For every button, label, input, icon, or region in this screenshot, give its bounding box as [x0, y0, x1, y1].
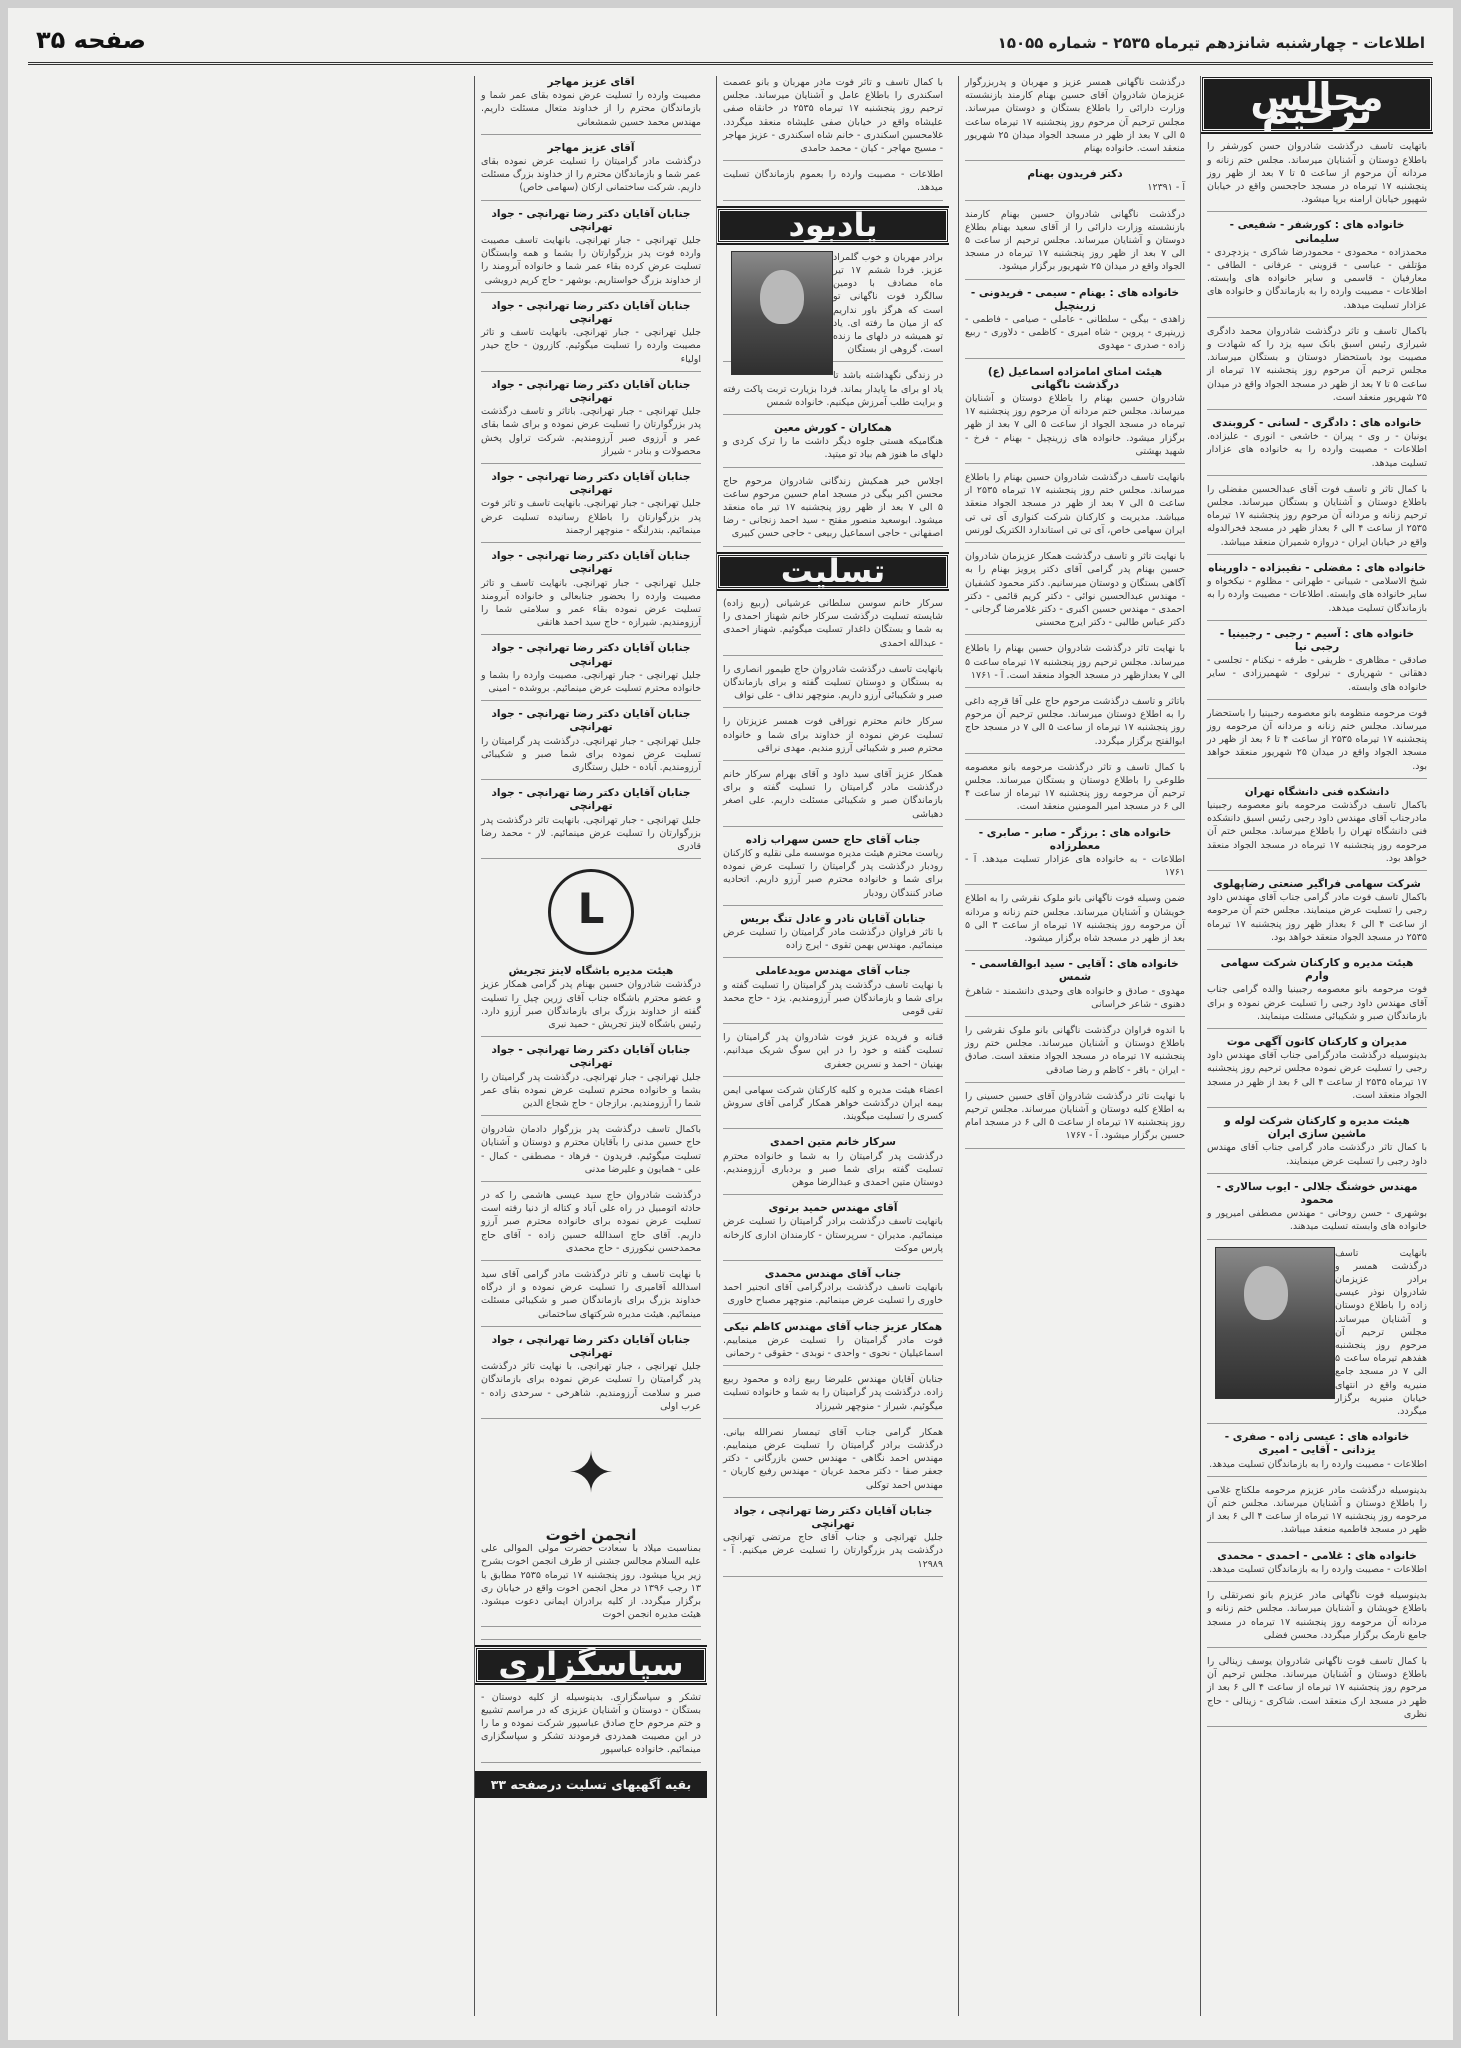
- notice-title: دانشکده فنی دانشگاه تهران: [1244, 785, 1390, 798]
- notice: [965, 168, 1185, 200]
- notice-text: با کمال تاسف فوت ناگهانی شادروان یوسف زینالی را باطلاع دوستان و آشنایان میرساند. مجلس ترحیم آن مرحوم روز پنجشنبه ۱۷ تیرماه از ساعت ۴ الی ۶ بعد از ظهر در مسجد ارک منعقد است. شاکری - زینالی - حاج نظری: [1207, 1655, 1427, 1720]
- notice-title: هیئت امنای امامزاده اسماعیل (ع) درگذشت ناگهانی: [987, 365, 1163, 391]
- notice: [481, 1268, 701, 1327]
- notice-title: مهندس خوشنگ جلالی - ایوب سالاری - محمود: [1216, 1180, 1418, 1207]
- notice: [481, 142, 701, 201]
- notice-text: سرکار خانم سوسن سلطانی عرشیانی (ربیع زاده) شایسته تسلیت درگذشت سرکار خانم شهناز احمدی را به شما و بستگان داغدار تسلیت میگوئیم. شهناز احمدی - عبدالله احمدی: [723, 597, 943, 649]
- notice-text: بانهایت تاسف درگذشت برادرگرامی آقای انجنیر احمد خاوری را تسلیت عرض مینمائیم. منوچهر مصباح خاوری: [723, 1282, 943, 1307]
- condolence-banner: تسلیت: [717, 554, 949, 589]
- notice-text: شیخ الاسلامی - شیبانی - طهرانی - مظلوم - نیکخواه و سایر خانواده های وابسته. اطلاعات - مصیبت وارده را به بازماندگان تسلیت میدهد.: [1207, 576, 1427, 614]
- notice-text: بانهایت تاسف درگذشت شادروان حسین بهنام را باطلاع میرساند. مجلس ختم روز پنجشنبه ۱۷ تیرماه ۲۵۳۵ از ساعت ۵ الی ۷ بعد از ظهر در مسجد الجواد منعقد میباشد. مدیریت و کارکنان شرکت کنواری آی تی تی ایران سهامی خاص، آی تی تی استاندارد الکتریک لورنس: [965, 472, 1185, 536]
- association-title: انجمن اخوت: [545, 1526, 637, 1545]
- notice-text: درگذشت ناگهانی شادروان حسین بهنام کارمند بازنشسته وزارت دارائی را از آقای سعید بهنام بطلاع دوستان و آشنایان میرساند. مجلس ترحیم از ساعت ۵ الی ۷ بعد از ظهر روز پنجشنبه ۱۷ تیرماه در مسجد الجواد واقع در میدان ۲۵ شهریور برگزار میشود.: [965, 208, 1185, 273]
- remembrance-banner: یادبود: [717, 208, 949, 243]
- notice-title: جناب آقای مهندس مویدعاملی: [755, 965, 911, 978]
- notice-text: هنگامیکه هستی جلوه دیگر داشت ما را ترک کردی و دلهای ما هنوز هم بیاد تو میتپد.: [723, 436, 943, 461]
- notice-title: همکاران - کورش معین: [774, 422, 892, 435]
- notice-text: بانهایت تاسف درگذشت شادروان حاج طیمور انصاری را به بستگان و دوستان تسلیت گفته و برای بازماندگان صبر و شکیبائی آرزو داریم. منوچهر نداف - علی نواف: [723, 663, 943, 702]
- notice: [965, 1090, 1185, 1149]
- notice-text: اطلاعات - مصیبت وارده را به بازماندگان تسلیت میدهد.: [1209, 1563, 1427, 1575]
- notice-title: خانواده های : آقایی - سید ابوالقاسمی - شمس: [971, 958, 1179, 984]
- notice-title: جنابان آقایان دکتر رضا تهرانچی - جواد تهرانچی: [491, 550, 691, 576]
- notice-title: هیئت مدیره باشگاه لاینز تجریش: [508, 965, 674, 978]
- notice-text: جلیل تهرانچی - جبار تهرانچی. درگذشت پدر گرامیتان را بشما و خانواده محترم تسلیت عرض نموده بقای عمر شما را آرزومندیم. برازجان - حاج شجاع الدین: [481, 1071, 701, 1109]
- notice-text: جلیل تهرانچی و جناب آقای حاج مرتضی تهرانچی درگذشت پدر بزرگوارتان را تسلیت عرض میکنیم. آ - ۱۲۹۸۹: [723, 1532, 943, 1570]
- notice-title: خانواده های : آسیم - رجبی - رجبینیا - رجبی نیا: [1219, 627, 1415, 653]
- notice-text: بانهایت تاسف درگذشت برادر گرامیتان را تسلیت عرض مینمائیم. مدیران - سرپرستان - کارمندان اداری کارخانه پارس موکت: [723, 1216, 943, 1254]
- notice-text: جلیل تهرانچی - جبار تهرانچی. مصیبت وارده را بشما و خانواده محترم تسلیت عرض مینمائیم. بروشده - امینی: [481, 669, 701, 694]
- notice-text: باکمال تاسف و تاثر درگذشت شادروان محمد دادگری شیرازی رئیس اسبق بانک سپه یزد را که شهادت و مصیبت بود باستحضار دوستان و بستگان میرساند. مجلس ترحیم آن مرحوم روز پنجشنبه ۱۷ تیرماه از ساعت ۵ تا ۷ بعد از ظهر در مسجد الجواد واقع در میدان ۲۵ شهریور منعقد است.: [1207, 325, 1427, 403]
- notice-title: جنابان آقایان دکتر رضا تهرانچی - جواد تهرانچی: [491, 207, 691, 233]
- notice-title: دکتر فریدون بهنام: [1027, 168, 1123, 181]
- notice-text: یونیان - ر وی - پیران - خاشعی - انوری - علیزاده. اطلاعات - مصیبت وارده را به خانواده های عزادار تسلیت میدهد.: [1207, 431, 1427, 469]
- notice-text: با کمال تاثر و تاسف فوت آقای عبدالحسین مفضلی را باطلاع دوستان و آشنایان و بستگان میرساند. مجلس ترحیم زنانه و مردانه آن مرحوم روز پنجشنبه ۱۷ تیرماه ۲۵۳۵ از ساعت ۴ الی ۶ بعداز ظهر در مسجد فخرالدوله واقع در خیابان ایران - دروازه شمیران منعقد میباشد.: [1207, 483, 1428, 548]
- notice-text: با اندوه فراوان درگذشت ناگهانی بانو ملوک نقرشی را باطلاع دوستان و آشنایان میرساند. مجلس ختم روز پنجشنبه ۱۷ تیرماه در مسجد الجواد منعقد است. صادق - ایران - باقر - کاظم و رضا صادقی: [965, 1024, 1186, 1076]
- notice-text: فوت مادر گرامیتان را تسلیت عرض مینماییم. اسماعیلیان - نحوی - واحدی - نوبدی - حقوقی - رحمانی: [723, 1334, 943, 1360]
- notice-title: جنابان آقایان دکتر رضا تهرانچی - جواد تهرانچی: [491, 642, 691, 668]
- continuation-note: بقیه آگهیهای تسلیت درصفحه ۳۳: [475, 1771, 707, 1798]
- notice: [481, 1691, 701, 1763]
- notice-text: باکمال تاسف درگذشت مرحومه بانو معصومه رجبینیا مادرجناب آقای مهندس داود رجبی رئیس اسبق دانشکده فنی دانشگاه تهران را باطلاع میرساند. مجلس ختم آن مرحومه روز پنجشنبه ۱۷ تیرماه در مسجد الجواد منعقد خواهد بود.: [1207, 799, 1427, 864]
- notice-text: جلیل تهرانچی - جبار تهرانچی. بانهایت تاسف مصیبت وارده فوت پدر بزرگوارتان را بشما و همه وابستگان تسلیت عرض کرده بقاء عمر شما و خانواده آبرومند را از خداوند بزرگ خواستاریم. بوشهر - حاج کریم درویشی: [481, 235, 701, 286]
- notice-text: جلیل تهرانچی - جبار تهرانچی. باتاثر و تاسف درگذشت پدر بزرگوارتان را تسلیت عرض نموده و برای شما بقای عمر و آرزوی صبر آرزومندیم. شرکت تراول پخش محصولات و بنادر - شیراز: [481, 406, 701, 457]
- gratitude-banner: سپاسگزاری: [475, 1647, 707, 1682]
- notice-title: جناب آقای حاج حسن سهراب زاده: [745, 833, 921, 846]
- notice: [1207, 140, 1427, 212]
- notice-title: خانواده های : برزگر - صابر - صابری - معطرزاده: [978, 826, 1172, 852]
- notice-text: جلیل تهرانچی - جبار تهرانچی. بانهایت تاسف و تاثر فوت پدر بزرگوارتان را باطلاع رسانیده تسلیت عرض مینمائیم. بندرلنگه - منوچهر ارجمند: [481, 498, 701, 536]
- column-mourning: [1200, 76, 1433, 2016]
- notice-title: آقای مهندس حمید برتوی: [768, 1202, 898, 1215]
- notice-title: جنابان آقایان دکتر رضا تهرانچی - جواد تهرانچی: [491, 378, 691, 405]
- notice-text: اطلاعات - مصیبت وارده را به بازماندگان تسلیت میدهد.: [1209, 1458, 1427, 1470]
- column-condolences: [474, 76, 707, 2016]
- notice-text: زاهدی - بیگی - سلطانی - عاملی - صیامی - فاطمی - زرینپری - پروین - شاه امیری - کاظمی - دلاوری - ربیع زاده - صدری - مهدوی: [965, 314, 1185, 352]
- condolence-notices: [717, 597, 949, 1577]
- notice-text: جلیل تهرانچی - جبار تهرانچی. بانهایت تاسف و تاثر مصیبت وارده را بحضور جنابعالی و خانواده آبرومند تسلیت عرض نموده بقاء عمر و سلامتی شما را آرزومندیم. شیرازه - حاج سید احمد هاتفی: [481, 577, 701, 629]
- notice-title: همکار عزیز جناب آقای مهندس کاظم نیکی: [723, 1320, 943, 1333]
- page-header: [28, 22, 1433, 65]
- association-text: [481, 1542, 701, 1627]
- notice-text: جلیل تهرانچی - جبار تهرانچی. درگذشت پدر گرامیتان را تسلیت عرض نموده برای شما صبر و شکیبائی آرزومندیم. آباده - خلیل رستگاری: [481, 735, 701, 773]
- notice-text: سرکار خانم محترم نوراقی فوت همسر عزیزتان را تسلیت عرض نموده از خداوند برای شما و خانواده محترم صبر و شکیبائی آرزو مندیم. مهدی نراقی: [723, 716, 943, 754]
- notice-text: اطلاعات - مصیبت وارده را بعموم بازماندگان تسلیت میدهد.: [723, 169, 943, 194]
- notice-title: جنابان آقایان دکتر رضا تهرانچی - جواد تهرانچی: [491, 1044, 691, 1070]
- notice-text: ریاست محترم هیئت مدیره موسسه ملی نقلیه و کارکنان رودبار درگذشت پدر گرامیتان را تسلیت عرض نموده برای شما و خانواده محترم صبر آرزو داریم. اتحادیه صادر کنندگان رودبار: [723, 847, 943, 899]
- notice: [723, 1136, 943, 1195]
- notice-text: آ - ۱۲۳۹۱: [1147, 182, 1185, 194]
- notice: [965, 1024, 1185, 1083]
- remembrance-block: [717, 251, 949, 547]
- notice: [723, 913, 943, 959]
- notice: [723, 1031, 943, 1077]
- notice-title: هیئت مدیره و کارکنان شرکت سهامی وارم: [1220, 956, 1414, 983]
- notice: [723, 475, 943, 547]
- notice: [723, 1084, 943, 1130]
- notice-title: جنابان آقایان دکتر رضا تهرانچی - جواد تهرانچی: [491, 787, 691, 813]
- notice-title: جنابان آقایان دکتر رضا تهرانچی ، جواد تهرانچی: [491, 1333, 691, 1360]
- notice-title: جنابان آقایان دکتر رضا تهرانچی - جواد تهرانچی: [491, 471, 691, 497]
- notice-text: همکار عزیز آقای سید داود و آقای بهرام سرکار خانم درگذشت مادر گرامیتان را تسلیت گفته و برای بازماندگان صبر و شکیبائی مسئلت داریم. علی اصغر دهباشی: [723, 768, 943, 820]
- notice-text: باکمال تاسف فوت مادر گرامی جناب آقای مهندس داود رجبی را تسلیت عرض مینمایند. مجلس ختم آن مرحومه از ساعت ۴ الی ۶ بعداز ظهر روز پنجشنبه ۱۷ تیرماه ۲۵۳۵ در مسجد الجواد منعقد خواهد بود.: [1207, 892, 1427, 943]
- notice: [965, 892, 1185, 951]
- notice-text: برادر مهربان و خوب گلمراد عزیز. فردا ششم ۱۷ تیر ماه مصادف با دومین سالگرد فوت ناگهانی تو است که هرگز باور نداریم که از میان ما رفته ای. یاد تو همیشه در دلهای ما زنده است. گروهی از بستگان: [833, 251, 943, 356]
- notice-text: با کمال تاثر درگذشت مادر گرامی جناب آقای مهندس داود رجبی را تسلیت عرض مینمایند.: [1207, 1142, 1427, 1167]
- page-number: صفحه ۳۵: [36, 26, 146, 54]
- notices-list-2: [959, 76, 1191, 1149]
- notice: [1207, 1036, 1427, 1108]
- notice-text: همکار گرامی جناب آقای تیمسار نصرالله بیانی. درگذشت برادر گرامیتان را تسلیت عرض مینماییم. مهندس احمد نگاهی - مهندس حسن بازرگانی - دکتر جعفر صفا - دکتر محمد عریان - مهندس رفیع کاریان - مهندس احمد توکلی: [723, 1426, 943, 1491]
- issue-line: اطلاعات - چهارشنبه شانزدهم تیرماه ۲۵۳۵ - شماره ۱۵۰۵۵: [997, 34, 1425, 52]
- notice-text: فوت مرحومه منظومه بانو معصومه رجبینیا را باستحضار میرساند. مجلس ختم زنانه و مردانه آن مرحومه روز پنجشنبه ۱۷ تیرماه ۲۵۳۵ از ساعت ۴ تا ۶ بعد از ظهر در مسجد الجواد واقع در میدان ۲۵ شهریور منعقد خواهد بود.: [1207, 707, 1427, 772]
- notice-text: درگذشت ناگهانی همسر عزیز و مهربان و پدربزرگوار عزیزمان شادروان آقای حسین بهنام کارمند بازنشسته وزارت دارائی را باطلاع بستگان و دوستان میرساند. مجلس ترحیم آن مرحوم روز پنجشنبه ۱۷ تیرماه ساعت ۵ الی ۷ بعد از ظهر در مسجد الجواد میدان ۲۵ شهریور منعقد است. خانواده بهنام: [965, 77, 1185, 155]
- notice-text: صادقی - مظاهری - ظریفی - طرفه - نیکنام - تجلسی - دهقانی - شهریاری - نیرلوی - شهمیرزادی - سایر خانواده های وابسته.: [1207, 655, 1427, 693]
- notice: [1207, 957, 1427, 1029]
- deceased-photo: [1215, 1247, 1335, 1399]
- notice: [723, 1321, 943, 1367]
- notice-title: جنابان آقایان دکتر رضا تهرانچی - جواد تهرانچی: [491, 299, 691, 326]
- notice: [481, 1189, 701, 1261]
- notice: [723, 1505, 943, 1577]
- notice: [723, 965, 943, 1024]
- notice-title: آقای عزیز مهاجر: [547, 76, 635, 88]
- notice-text: فوت مرحومه بانو معصومه رجبینیا والده گرامی جناب آقای مهندس داود رجبی را تسلیت عرض نموده و برای بازماندگان صبر و شکیبائی مسئلت مینمایند.: [1207, 984, 1427, 1022]
- notices-head-3: [723, 76, 943, 201]
- notice-title: شرکت سهامی فراگیر صنعتی رضاپهلوی: [1213, 877, 1421, 890]
- notice: [1207, 483, 1427, 555]
- notice: [723, 1373, 943, 1419]
- notice: [1207, 628, 1427, 700]
- notice: [481, 642, 701, 701]
- notice: [723, 369, 943, 415]
- notice: [723, 422, 943, 468]
- notice: [481, 1334, 701, 1419]
- notice: [723, 1426, 943, 1498]
- notice-text: در زندگی نگهداشته باشد تا یاد او برای ما پایدار بماند. فردا بزیارت تربت پاکت رفته و برایت طلب آمرزش میکنیم. خانواده شمس: [723, 370, 943, 408]
- association-emblem-icon: ✦: [567, 1441, 615, 1507]
- notice: [1207, 325, 1427, 410]
- notice-text: محمدزاده - محمودی - محمودرضا شاکری - یزدچردی - مؤتلفی - عباسی - قزوینی - عرفانی - الطافی - معارفیان - قاسمی و سایر خانواده های وابسته. اطلاعات - مصیبت وارده را به بازماندگان و خانواده های عزادار تسلیت میدهد.: [1207, 246, 1427, 311]
- notice-title: خانواده های : بهنام - سیمی - فریدونی - زرینچیل: [970, 286, 1180, 312]
- notice-title: مدیران و کارکنان کانون آگهی موت: [1226, 1035, 1408, 1048]
- notice: [723, 76, 943, 161]
- notice-title: آقای عزیز مهاجر: [547, 141, 635, 154]
- notice-text: جلیل تهرانچی - جبار تهرانچی. بانهایت تاسف و تاثر مصیبت وارده را تسلیت میگوئیم. کازرون - حاج حیدر اولیاء: [481, 327, 701, 365]
- notice: [1207, 1550, 1427, 1582]
- notice-text: باتهایت تاسف درگذشت شادروان حسن کورشفر را باطلاع دوستان و آشنایان میرساند. مجلس ختم زنانه و مردانه آن مرحوم از ساعت ۵ تا ۷ بعد از ظهر روز پنجشنبه ۱۷ تیرماه در مسجد حاجحسن واقع در خیابان شهپور خیابان ارامنه برپا میشود.: [1207, 141, 1428, 206]
- lions-club-logo: L: [548, 869, 634, 955]
- notice-text: درگذشت شادروان حاج سید عیسی هاشمی را که در حادثه اتومبیل در راه علی آباد و کتاله از دنیا رفته است تسلیت عرض نموده برای خانواده محترم صبر آرزو داریم. آقای حاج اسدالله حسین زاده - آقای حاج محمدحسن نیکورزی - حاج محمدی: [481, 1190, 701, 1254]
- notice: [723, 715, 943, 761]
- notice-text: با نهایت تاسف درگذشت پدر گرامیتان را تسلیت گفته و برای شما و بازماندگان صبر آرزومندیم. یزد - حاج محمد تقی قومی: [723, 979, 943, 1017]
- notice: [1207, 562, 1427, 621]
- notice-title: خانواده های : مفضلی - نقیبزاده - داورپناه: [1208, 561, 1426, 574]
- notice: [481, 550, 701, 635]
- notice: [481, 1044, 701, 1116]
- notice-title: خانواده های : عیسی زاده - صفری - یزدانی - آقایی - امیری: [1224, 1431, 1410, 1457]
- notice-text: مهدوی - صادق و خانواده های وحیدی دانشمند - شاهرخ دهنوی - شاعر خراسانی: [965, 985, 1185, 1010]
- notice-text: با نهایت تاثر درگذشت شادروان آقای حسین حسینی را به اطلاع کلیه دوستان و آشنایان میرساند. مجلس ترحیم روز پنجشنبه ۱۷ تیرماه از ساعت ۵ الی ۶ در مسجد امام حسین برگزار میشود. آ - ۱۷۶۷: [965, 1090, 1185, 1142]
- notice-text: باکمال تاسف درگذشت پدر بزرگوار دادمان شادروان حاج حسین مدنی را بآقایان محترم و دوستان و آشنایان تسلیت میگوئیم. فریدون - فرهاد - مصطفی - کمال - علی - همایون و علیرضا مدنی: [481, 1124, 701, 1175]
- notice-text: جنابان آقایان مهندس علیرضا ربیع زاده و محمود ربیع زاده. درگذشت پدر گرامیتان را به شما و خانواده تسلیت میگوئیم. شیراز - منوچهر شیرزاد: [723, 1374, 943, 1412]
- notice: [965, 642, 1185, 688]
- notice: [1207, 1115, 1427, 1174]
- notice-text: بانهایت تاسف درگذشت همسر و برادر عزیزمان شادروان نوذر عیسی زاده را باطلاع دوستان و آشنایان میرساند. مجلس ترحیم آن مرحوم روز پنجشنبه هفدهم تیرماه ساعت ۵ الی ۷ در مسجد جامع منیریه واقع در انتهای خیابان منیریه برگزار میگردد.: [1335, 1247, 1427, 1418]
- notice: [1207, 1655, 1427, 1727]
- top-notice: [717, 76, 949, 201]
- notice: [965, 827, 1185, 886]
- notice: [965, 958, 1185, 1017]
- notice-text: جلیل تهرانچی ، جبار تهرانچی. با نهایت تاثر درگذشت پدر گرامیتان را تسلیت عرض نموده برای بازماندگان صبر و سلامت آرزومندیم. شاهرخی - سرحدی زاده - عرب اولی: [481, 1361, 701, 1412]
- notice: [723, 768, 943, 827]
- notice-text: با نهایت تاسف و تاثر درگذشت مادر گرامی آقای سید اسدالله آقامیری را تسلیت عرض نموده و از درگاه خداوند بزرگ برای بازماندگان صبر و شکیبائی مسئلت مینمائیم. هیئت مدیره شرکتهای ساختمانی: [481, 1269, 701, 1320]
- association-section: [475, 1526, 707, 1640]
- notice-text: درگذشت مادر گرامیتان را تسلیت عرض نموده بقای عمر شما و بازماندگان محترم را از خداوند بزرگ مسئلت داریم. شرکت ساختمانی ارکان (سهامی خاص): [481, 156, 701, 194]
- notice: [481, 708, 701, 780]
- notice-text: با تاثر فراوان درگذشت مادر گرامیتان را تسلیت عرض مینمائیم. مهندس بهمن تقوی - ایرج زاده: [723, 926, 943, 952]
- notice: [481, 1123, 701, 1182]
- notice: [723, 834, 943, 906]
- notice-title: خانواده های : کورشفر - شفیعی - سلیمانی: [1229, 219, 1405, 245]
- notice: [723, 168, 943, 200]
- notice: [481, 471, 701, 543]
- notice: [1207, 219, 1427, 317]
- notice-text: با نهایت تاثر و تاسف درگذشت همکار عزیزمان شادروان حسین بهنام پدر گرامی آقای دکتر پرویز بهنام را به آگاهی بستگان و دوستان میرسانیم. دکتر محمود کشفیان - مهندس عبدالحسین نوائی - دکتر کریم قائمی - دکتر احمدی - مهندس حسین اکبری - دکتر غلامرضا گرجانی - دکتر عباس طالبی - دکتر ایرج محسنی: [965, 551, 1185, 629]
- notice-text: قنانه و فریده عزیز فوت شادروان پدر گرامیتان را تسلیت گفته و خود را در این سوگ شریک میدانیم. بهنیان - احمد و نسرین جعفری: [723, 1032, 943, 1070]
- notice: [1207, 707, 1427, 779]
- notice: [481, 787, 701, 859]
- notice-text: شادروان حسین بهنام را باطلاع دوستان و آشنایان میرساند. مجلس ختم مردانه آن مرحوم روز پنجشنبه ۱۷ تیرماه در مسجد الجواد از ساعت ۵ الی ۷ بعد از ظهر برگزار میشود. خانواده های زرینچیل - بهنام - فرخ - شهید بهشتی: [965, 393, 1185, 457]
- notice-text: درگذشت شادروان حسین بهنام پدر گرامی همکار عزیز و عضو محترم باشگاه جناب آقای زرین چیل را تسلیت گفته از خداوند بزرگ برای بازماندگان صبر آرزو دارد. رئیس باشگاه لاینز تجریش - حمید نیری: [481, 979, 701, 1030]
- column-remembrance: [716, 76, 949, 2016]
- notice: [965, 208, 1185, 280]
- notice-title: جنابان آقایان نادر و عادل تنگ بریس: [740, 912, 926, 925]
- notice: [1207, 1181, 1427, 1240]
- notice: [723, 597, 943, 656]
- notice-text: بدینوسیله درگذشت مادرگرامی جناب آقای مهندس داود رجبی را تسلیت عرض نموده مجلس ترحیم روز پنجشنبه ۱۷ تیرماه ۲۵۳۵ از ساعت ۴ الی ۶ بعد از ظهر در مسجد الجواد منعقد است.: [1207, 1050, 1427, 1101]
- newspaper-page: [8, 8, 1453, 2040]
- notice: [965, 761, 1185, 820]
- notice: [965, 695, 1185, 754]
- mourning-banner: مجالس ترحیم: [1201, 76, 1433, 132]
- notice: [1207, 786, 1427, 871]
- notice-title: خانواده های : دادگری - لسانی - کروبندی: [1212, 417, 1422, 430]
- notice-text: با کمال تاسف و تاثر درگذشت مرحومه بانو معصومه طلوعی را باطلاع دوستان و بستگان میرساند. مجلس ترحیم آن مرحومه روز پنجشنبه ۱۷ تیرماه از ساعت ۴ الی ۶ در مسجد امیر المومنین منعقد است.: [965, 761, 1185, 813]
- notice: [481, 76, 701, 135]
- notice: [481, 1542, 701, 1627]
- condolence-list-a: [475, 76, 707, 859]
- gratitude-text: [475, 1691, 707, 1763]
- notice-title: سرکار خانم متین احمدی: [769, 1136, 897, 1149]
- notice-text: اجلاس خیر همکیش زندگانی شادروان مرحوم حاج محسن اکبر بیگی در مسجد امام حسین مرحوم ساعت ۵ الی ۷ بعد از ظهر روز پنجشنبه ۱۷ تیر ماه منعقد میشود. ابوسعید منصور مفتح - سید احمد زنجانی - رضا اصفهانی - حاجی اسماعیل ربیعی - حاجی حسن کبیری: [723, 475, 943, 540]
- notice: [481, 379, 701, 464]
- notice: [1207, 1589, 1427, 1648]
- notice: [965, 471, 1185, 543]
- notice-text: ضمن وسیله فوت ناگهانی بانو ملوک نقرشی را به اطلاع خویشان و آشنایان میرساند. مجلس ختم زنانه و مردانه آن مرحومه روز پنجشنبه ۱۷ تیرماه از ساعت ۳ الی ۵ بعد از ظهر در مسجد شاه برگزار میشود.: [965, 893, 1185, 944]
- notice-title: هیئت مدیره و کارکنان شرکت لوله و ماشین سازی ایران: [1224, 1115, 1410, 1141]
- remembrance-photo: [731, 251, 833, 375]
- notice: [1207, 1484, 1427, 1543]
- notice: [965, 287, 1185, 359]
- notice-title: جنابان آقایان دکتر رضا تهرانچی - جواد تهرانچی: [491, 708, 691, 734]
- notice: [1207, 878, 1427, 950]
- notice-text: اعضاء هیئت مدیره و کلیه کارکنان شرکت سهامی ایمن بیمه ایران درگذشت خواهر همکار گرامی آقای سروش کسری را تسلیت میگویند.: [723, 1084, 943, 1123]
- notice-text: بدینوسیله فوت ناگهانی مادر عزیزم بانو نصرتقلی را باطلاع خویشان و آشنایان میرساند. مجلس ختم زنانه و مردانه آن مرحومه روز پنجشنبه ۱۷ تیرماه در مسجد جامع نارمک برگزار میگردد. محسن فضلی: [1207, 1590, 1427, 1641]
- notice: [1207, 1431, 1427, 1477]
- notice: [481, 300, 701, 372]
- photo-notice: [1201, 1247, 1433, 1727]
- notice-text: با کمال تاسف و تاثر فوت مادر مهربان و بانو عصمت اسکندری را باطلاع عامل و آشنایان میرساند. مجلس ترحیم روز پنجشنبه ۱۷ تیرماه ۲۵۳۵ در خانقاه صفی علیشاه واقع در خیابان صفی علیشاه منعقد میگردد. غلامحسین اسکندری - خانم شاه اسکندری - عزیز مهاجر - مسیح مهاجر - کیان - محمد حامدی: [723, 77, 943, 155]
- notice-text: تشکر و سپاسگزاری. بدینوسیله از کلیه دوستان - بستگان - دوستان و آشنایان عزیزی که در مراسم تشییع و ختم مرحوم حاج صادق عباسپور شرکت نموده و ما را در این مصیبت همدردی فرمودند تشکر و سپاسگزاری مینمائیم. خانواده عباسپور: [481, 1691, 701, 1756]
- column-notices-2: [958, 76, 1191, 2016]
- notice: [1207, 417, 1427, 476]
- notice-title: جناب آقای مهندس محمدی: [764, 1268, 902, 1281]
- notice-text: مصیبت وارده را تسلیت عرض نموده بقای عمر شما و بازماندگان محترم را از خداوند متعال مسئلت داریم. مهندس محمد حسین شمشعانی: [481, 90, 701, 128]
- notice-text: بوشهری - حسن روحانی - مهندس مصطفی امیرپور و خانواده های وابسته تسلیت میدهند.: [1207, 1208, 1427, 1233]
- notice: [965, 76, 1185, 161]
- notice-text: با نهایت تاثر درگذشت شادروان حسین بهنام را باطلاع میرساند. مجلس ترحیم روز پنجشنبه ۱۷ تیرماه ساعت ۵ الی ۷ بعدازظهر در مسجد الجواد منعقد است. آ - ۱۷۶۱: [965, 643, 1186, 681]
- notice-title: خانواده های : غلامی - احمدی - محمدی: [1217, 1549, 1417, 1562]
- notice-text: درگذشت پدر گرامیتان را به شما و خانواده محترم تسلیت گفته برای شما صبر و بردباری آرزومندیم. دوستان متین احمدی و عبدالرضا موهن: [723, 1150, 943, 1188]
- notice: [481, 208, 701, 293]
- mourning-notices: [1201, 140, 1433, 1239]
- notice: [965, 550, 1185, 635]
- notice-title: جنابان آقایان دکتر رضا تهرانچی ، جواد تهرانچی: [733, 1504, 933, 1531]
- notice: [723, 1202, 943, 1261]
- notice-text: باتاثر و تاسف درگذشت مرحوم حاج علی آقا قرچه داغی را به اطلاع دوستان میرساند. مجلس ترحیم آن مرحوم روز پنجشنبه ۱۷ تیرماه از ساعت ۵ الی ۷ در مسجد حاج ابوالفتح برگزار میگردد.: [965, 695, 1186, 747]
- notice-text: جلیل تهرانچی - جبار تهرانچی. بانهایت تاثر درگذشت پدر بزرگوارتان را تسلیت عرض مینمائیم. لار - محمد رضا قادری: [481, 814, 701, 852]
- notice: [723, 663, 943, 709]
- notice: [965, 366, 1185, 464]
- condolence-list-b: [475, 965, 707, 1419]
- notice-text: اطلاعات - به خانواده های عزادار تسلیت میدهد. آ - ۱۷۶۱: [965, 853, 1185, 879]
- notice-text: بدینوسیله درگذشت مادر عزیزم مرحومه ملکتاج غلامی را باطلاع دوستان و آشنایان میرساند. مجلس ختم آن مرحومه روز پنجشنبه ۱۷ تیرماه از ساعت ۴ الی ۶ بعد از ظهر در مسجد فاطمیه منعقد میباشد.: [1207, 1484, 1427, 1536]
- notice-text: بمناسبت میلاد با سعادت حضرت مولی الموالی علی علیه السلام مجالس جشنی از طرف انجمن اخوت بشرح زیر برپا میشود. روز پنجشنبه ۱۷ تیرماه ۲۵۳۵ مطابق با ۱۳ رجب ۱۳۹۶ در محل انجمن اخوت واقع در خیابان ری برگزار میگردد. از کلیه برادران ایمانی دعوت میشود. هیئت مدیره انجمن اخوت: [481, 1543, 701, 1621]
- notice: [481, 965, 701, 1037]
- notice: [723, 1268, 943, 1314]
